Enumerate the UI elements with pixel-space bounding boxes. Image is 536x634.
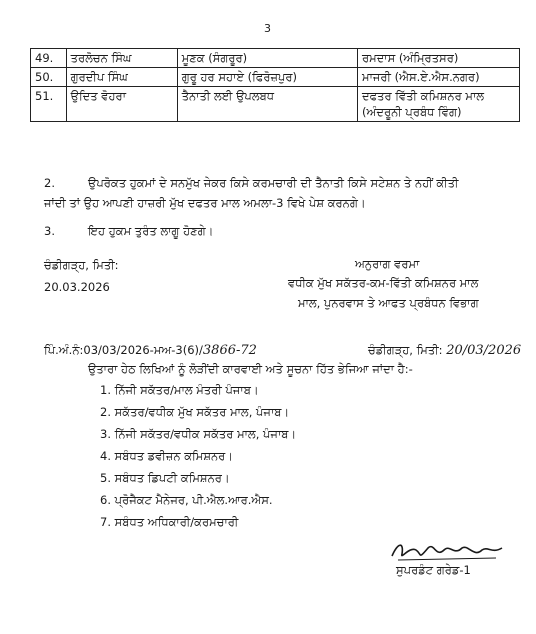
list-item: [100, 427, 296, 441]
item-number: 5.: [100, 471, 111, 485]
item-text: ਸਬੰਧਤ ਡਿਪਟੀ ਕਮਿਸ਼ਨਰ।: [114, 471, 230, 485]
endorsement-date: 20/03/2026: [446, 343, 522, 358]
signature-scribble-icon: [388, 538, 508, 564]
page-number: 3: [264, 22, 271, 35]
row-number: 51.: [31, 87, 67, 122]
endorsement-reference: [44, 343, 257, 358]
para-3-number: 3.: [44, 224, 55, 238]
item-text: ਨਿੱਜੀ ਸਕੱਤਰ/ਵਧੀਕ ਸਕੱਤਰ ਮਾਲ, ਪੰਜਾਬ।: [114, 427, 297, 441]
list-item: [100, 471, 230, 485]
item-text: ਸਬੰਧਤ ਡਵੀਜ਼ਨ ਕਮਿਸ਼ਨਰ।: [114, 449, 234, 463]
item-text: ਸਬੰਧਤ ਅਧਿਕਾਰੀ/ਕਰਮਚਾਰੀ: [114, 515, 239, 529]
employee-name: ਤਰਲੋਚਨ ਸਿੰਘ: [66, 49, 177, 68]
reference-number: 3866-72: [202, 343, 257, 358]
table-row: [31, 49, 520, 68]
para-3-text: ਇਹ ਹੁਕਮ ਤੁਰੰਤ ਲਾਗੂ ਹੋਣਗੇ।: [88, 224, 214, 238]
item-number: 3.: [100, 427, 111, 441]
from-line-2: (ਅੰਦਰੂਨੀ ਪ੍ਰਬੰਧ ਵਿੰਗ): [362, 105, 462, 119]
para-2-line-2: ਜਾਂਦੀ ਤਾਂ ਉਹ ਆਪਣੀ ਹਾਜ਼ਰੀ ਮੁੱਖ ਦਫਤਰ ਮਾਲ ਅਮਲਾ-3 ਵਿਖੇ ਪੇਸ਼ ਕਰਨਗੇ।: [44, 196, 366, 210]
order-date: 20.03.2026: [44, 280, 110, 294]
table-row: [31, 68, 520, 87]
item-text: ਨਿੱਜੀ ਸਕੱਤਰ/ਮਾਲ ਮੰਤਰੀ ਪੰਜਾਬ।: [114, 383, 259, 397]
row-number: 49.: [31, 49, 67, 68]
list-item: [100, 383, 259, 397]
item-number: 6.: [100, 493, 111, 507]
endorsement-intro: ਉਤਾਰਾ ਹੇਠ ਲਿਖਿਆਂ ਨੂੰ ਲੋੜੀਂਦੀ ਕਾਰਵਾਈ ਅਤੇ ਸੂਚਨਾ ਹਿੱਤ ਭੇਜਿਆ ਜਾਂਦਾ ਹੈ:-: [88, 362, 413, 376]
signatory-title-2: ਮਾਲ, ਪੁਨਰਵਾਸ ਤੇ ਆਫਤ ਪ੍ਰਬੰਧਨ ਵਿਭਾਗ: [298, 296, 479, 310]
item-text: ਸਕੱਤਰ/ਵਧੀਕ ਮੁੱਖ ਸਕੱਤਰ ਮਾਲ, ਪੰਜਾਬ।: [114, 405, 290, 419]
from-line-1: ਦਫਤਰ ਵਿੱਤੀ ਕਮਿਸ਼ਨਰ ਮਾਲ: [362, 89, 485, 103]
item-number: 2.: [100, 405, 111, 419]
endorsement-place-date: [368, 343, 521, 358]
employee-name: ਗੁਰਦੀਪ ਸਿੰਘ: [66, 68, 177, 87]
list-item: [100, 449, 233, 463]
item-number: 4.: [100, 449, 111, 463]
transfer-table: [30, 48, 520, 122]
list-item: [100, 405, 289, 419]
list-item: [100, 515, 238, 529]
signatory-name: ਅਨੁਰਾਗ ਵਰਮਾ: [355, 257, 420, 271]
signatory-title-1: ਵਧੀਕ ਮੁੱਖ ਸਕੱਤਰ-ਕਮ-ਵਿੱਤੀ ਕਮਿਸ਼ਨਰ ਮਾਲ: [288, 276, 479, 290]
para-2-line-1: ਉਪਰੋਕਤ ਹੁਕਮਾਂ ਦੇ ਸਨਮੁੱਖ ਜੇਕਰ ਕਿਸੇ ਕਰਮਚਾਰੀ ਦੀ ਤੈਨਾਤੀ ਕਿਸੇ ਸਟੇਸ਼ਨ ਤੇ ਨਹੀਂ ਕੀਤੀ: [88, 176, 459, 190]
posted-to: ਮੂਣਕ (ਸੰਗਰੂਰ): [177, 49, 357, 68]
reference-prefix: ਪਿੰ.ਅੰ.ਨੰ:03/03/2026-ਮਅ-3(6)/: [44, 343, 203, 357]
item-text: ਪ੍ਰੋਜੈਕਟ ਮੈਨੇਜਰ, ਪੀ.ਐਲ.ਆਰ.ਐਸ.: [114, 493, 273, 507]
transferred-from: ਮਾਜਰੀ (ਐਸ.ਏ.ਐਸ.ਨਗਰ): [358, 68, 520, 87]
item-number: 7.: [100, 515, 111, 529]
employee-name: ਉਦਿਤ ਵੋਹਰਾ: [66, 87, 177, 122]
superintendent-title: ਸੁਪਰਡੰਟ ਗਰੇਡ-1: [396, 563, 471, 577]
transferred-from: [358, 87, 520, 122]
posted-to: ਤੈਨਾਤੀ ਲਈ ਉਪਲਬਧ: [177, 87, 357, 122]
item-number: 1.: [100, 383, 111, 397]
table-row: [31, 87, 520, 122]
endorsement-place-label: ਚੰਡੀਗੜ੍ਹ, ਮਿਤੀ:: [368, 343, 443, 357]
row-number: 50.: [31, 68, 67, 87]
transferred-from: ਰਮਦਾਸ (ਅੰਮ੍ਰਿਤਸਰ): [358, 49, 520, 68]
list-item: [100, 493, 273, 507]
place-date-label: ਚੰਡੀਗੜ੍ਹ, ਮਿਤੀ:: [44, 258, 119, 272]
para-2-number: 2.: [44, 176, 55, 190]
posted-to: ਗੁਰੂ ਹਰ ਸਹਾਏ (ਫਿਰੋਜ਼ਪੁਰ): [177, 68, 357, 87]
